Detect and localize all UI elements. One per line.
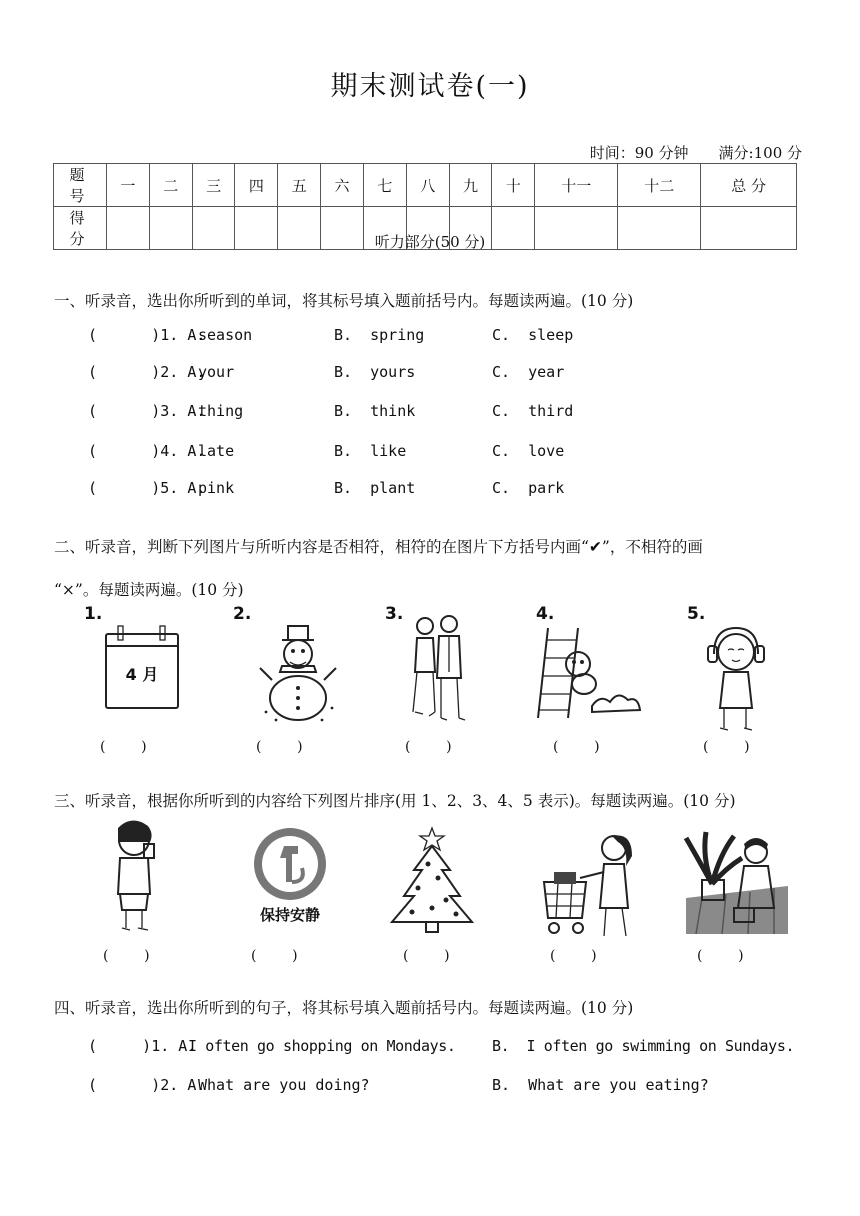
q3-answer-paren[interactable]: ( ) xyxy=(697,948,744,964)
snowman-picture xyxy=(256,620,340,724)
woman-shopping-picture xyxy=(540,832,644,940)
q2-answer-paren[interactable]: ( ) xyxy=(256,739,303,755)
q1-option-c: C. park xyxy=(492,479,565,497)
score-table-col: 总 分 xyxy=(701,164,797,207)
score-table-col: 九 xyxy=(449,164,492,207)
q1-item-prefix: ( )1. A. xyxy=(88,326,206,344)
q2-answer-paren[interactable]: ( ) xyxy=(405,739,452,755)
girl-watering-plant-picture xyxy=(682,828,792,938)
girl-headphones-picture xyxy=(700,624,772,736)
q4-item-prefix: ( )2. A. xyxy=(88,1076,206,1094)
q1-option-c: C. third xyxy=(492,402,574,420)
page-title: 期末测试卷(一) xyxy=(330,71,530,102)
keep-quiet-sign-picture xyxy=(246,824,334,928)
q4-option-a: I often go shopping on Mondays. xyxy=(188,1037,456,1055)
q1-item xyxy=(88,363,788,383)
q2-number: 1. xyxy=(84,604,103,624)
q3-heading: 三、听录音，根据你所听到的内容给下列图片排序(用 1、2、3、4、5 表示)。每题读两遍。(10 分) xyxy=(54,792,736,810)
q3-answer-paren[interactable]: ( ) xyxy=(251,948,298,964)
q1-option-c: C. sleep xyxy=(492,326,574,344)
q4-item xyxy=(88,1076,808,1096)
q2-heading-line2: “×”。每题读两遍。(10 分) xyxy=(54,581,244,599)
score-table-col: 十二 xyxy=(618,164,701,207)
q2-answer-paren[interactable]: ( ) xyxy=(553,739,600,755)
q1-option-b: B. spring xyxy=(334,326,425,344)
q4-item xyxy=(88,1037,808,1057)
q1-option-c: C. love xyxy=(492,442,565,460)
listening-section-label: 听力部分(50 分) xyxy=(374,233,486,251)
q1-option-a: season xyxy=(198,326,253,344)
q1-item xyxy=(88,326,788,346)
q1-item xyxy=(88,479,788,499)
q3-answer-paren[interactable]: ( ) xyxy=(403,948,450,964)
score-table-header-row xyxy=(54,164,797,207)
full-score: 满分:100 分 xyxy=(718,144,802,162)
q1-option-a: your xyxy=(198,363,235,381)
q4-heading: 四、听录音，选出你所听到的句子，将其标号填入题前括号内。每题读两遍。(10 分) xyxy=(54,999,634,1017)
q2-number: 3. xyxy=(385,604,404,624)
q1-option-b: B. think xyxy=(334,402,416,420)
boy-drinking-picture xyxy=(104,814,164,934)
q1-item-prefix: ( )5. A. xyxy=(88,479,206,497)
score-table-row2-label: 得 分 xyxy=(54,207,107,250)
q1-option-b: B. like xyxy=(334,442,407,460)
exam-meta xyxy=(590,142,802,163)
q1-option-a: pink xyxy=(198,479,235,497)
q2-answer-paren[interactable]: ( ) xyxy=(703,739,750,755)
score-table-col: 三 xyxy=(192,164,235,207)
q1-item-prefix: ( )4. A. xyxy=(88,442,206,460)
score-table-col: 十一 xyxy=(535,164,618,207)
q2-number: 5. xyxy=(687,604,706,624)
couple-picture xyxy=(405,612,469,724)
q2-answer-paren[interactable]: ( ) xyxy=(100,739,147,755)
score-table-col: 五 xyxy=(278,164,321,207)
q2-number: 4. xyxy=(536,604,555,624)
score-table-col: 四 xyxy=(235,164,278,207)
q4-option-b: B. What are you eating? xyxy=(492,1076,709,1094)
q2-heading-line1: 二、听录音，判断下列图片与所听内容是否相符，相符的在图片下方括号内画“✔”，不相符的画 xyxy=(54,538,703,556)
score-table-row1-label: 题 号 xyxy=(54,164,107,207)
score-table-col: 八 xyxy=(406,164,449,207)
score-table-col: 二 xyxy=(149,164,192,207)
q4-option-a: What are you doing? xyxy=(198,1076,370,1094)
q4-item-prefix: ( )1. A. xyxy=(88,1037,197,1055)
q2-number: 2. xyxy=(233,604,252,624)
q1-heading: 一、听录音，选出你所听到的单词，将其标号填入题前括号内。每题读两遍。(10 分) xyxy=(54,292,634,310)
q1-option-a: late xyxy=(198,442,235,460)
score-table-col: 七 xyxy=(363,164,406,207)
q1-option-a: thing xyxy=(198,402,244,420)
q4-option-b: B. I often go swimming on Sundays. xyxy=(492,1037,795,1055)
monkey-picture xyxy=(534,624,642,720)
q1-option-c: C. year xyxy=(492,363,565,381)
q3-answer-paren[interactable]: ( ) xyxy=(103,948,150,964)
christmas-tree-picture xyxy=(384,824,480,936)
calendar-month-text: 4 月 xyxy=(125,665,159,684)
q1-option-b: B. yours xyxy=(334,363,416,381)
time-limit: 时间：90 分钟 xyxy=(589,144,689,162)
keep-quiet-sign-text: 保持安静 xyxy=(259,906,320,924)
q3-answer-paren[interactable]: ( ) xyxy=(550,948,597,964)
score-table-col: 一 xyxy=(107,164,150,207)
score-table-col: 六 xyxy=(321,164,364,207)
calendar-picture xyxy=(102,618,182,712)
score-table-col: 十 xyxy=(492,164,535,207)
q1-item-prefix: ( )2. A. xyxy=(88,363,206,381)
q1-item xyxy=(88,442,788,462)
q1-item xyxy=(88,402,788,422)
q1-item-prefix: ( )3. A. xyxy=(88,402,206,420)
q1-option-b: B. plant xyxy=(334,479,416,497)
